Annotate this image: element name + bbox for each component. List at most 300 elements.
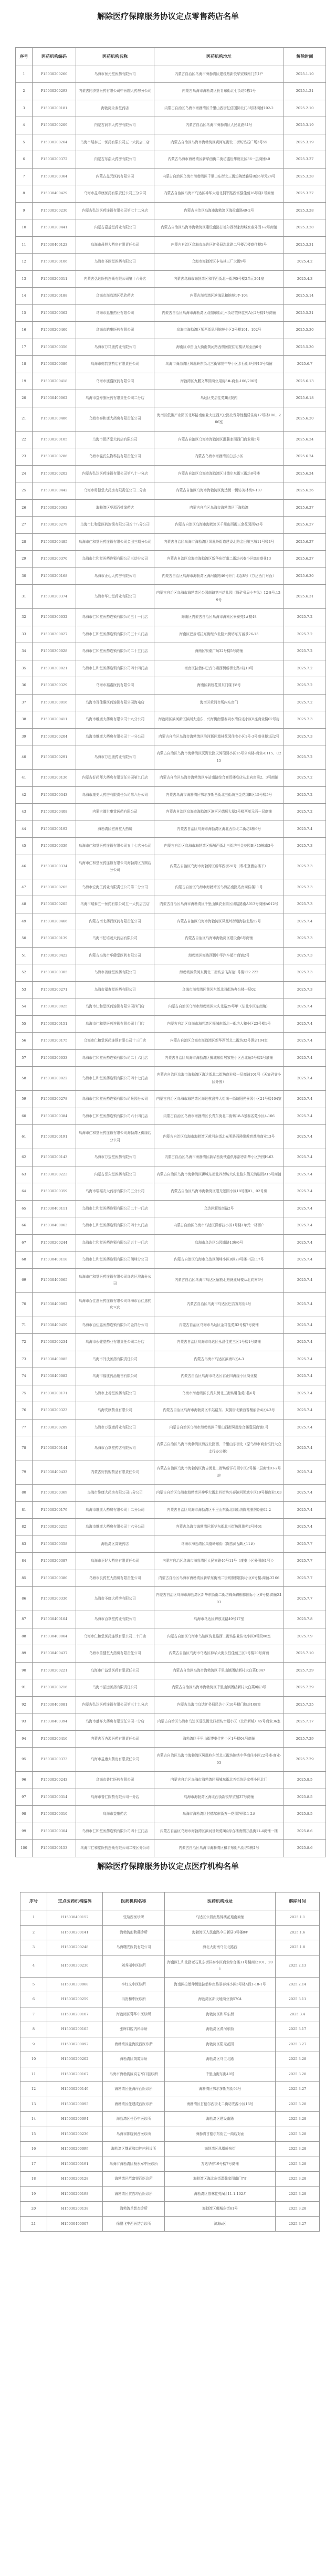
date-cell: 2025.7.4	[284, 1317, 326, 1334]
code-cell: P15030200339	[33, 838, 76, 855]
seq-cell: 73	[16, 1351, 33, 1368]
code-cell: H15030200149	[47, 2082, 103, 2097]
date-cell: 2025.7.29	[284, 1748, 326, 1772]
code-cell: P15030200408	[33, 804, 76, 821]
pharmacy-table	[15, 47, 326, 1857]
code-cell: H15030200191	[47, 2157, 103, 2172]
address-cell: 内蒙古乌海市海勃湾区和平西街北一街坊5号楼2单元201室	[154, 270, 284, 288]
name-cell: 乌海市仁和堂医药连锁有限公司三十八门店	[76, 626, 154, 643]
code-cell: P15030200271	[33, 981, 76, 998]
address-cell: 乌达区解放南路2号	[154, 1200, 284, 1217]
address-cell: 海南区黄河市场内东南门	[154, 694, 284, 711]
date-cell: 2025.7.4	[284, 1268, 326, 1292]
date-cell: 2025.4.2	[284, 254, 326, 271]
name-cell: 内蒙古嘉益堂药业有限公司	[76, 219, 154, 237]
table-row	[16, 431, 326, 448]
date-cell: 2025.3.28	[276, 2142, 320, 2157]
code-cell: P15030200136	[33, 770, 76, 787]
name-cell: 乌海市勇健堂大药房有限责任公司二分店	[76, 482, 154, 500]
table-row	[20, 2097, 320, 2112]
seq-cell: 74	[16, 1368, 33, 1385]
code-cell: P15030200106	[33, 254, 76, 271]
seq-cell: 9	[16, 202, 33, 219]
name-cell: 海勃湾区高媛药店	[76, 1536, 154, 1553]
seq-cell: 2	[16, 83, 33, 100]
table-row	[16, 1292, 326, 1317]
table-row	[16, 1485, 326, 1502]
table-row	[16, 1696, 326, 1713]
seq-cell: 3	[16, 100, 33, 117]
address-cell: 内蒙古自治区乌海市海勃湾区海达棋盘井大街南一街坊阳光景园小区21号楼104室	[154, 1091, 284, 1108]
seq-cell: 80	[16, 1485, 33, 1502]
name-cell: 内蒙古好药师大药店有限责任公司第九门店	[76, 770, 154, 787]
date-cell: 2025.7.7	[284, 1536, 326, 1553]
code-cell: P15030400063	[33, 1217, 76, 1235]
address-cell: 内蒙古乌海市海勃湾区白云小区	[154, 448, 284, 466]
table-row	[20, 1910, 320, 1926]
address-cell: 内蒙古自治区乌海市海勃湾区下海勃湾	[154, 499, 284, 517]
table-row	[16, 1553, 326, 1570]
table-row	[16, 1611, 326, 1628]
code-cell: P15030200151	[33, 1015, 76, 1033]
address-cell: 内蒙古自治区乌海市海勃湾区人民北路81号	[154, 117, 284, 134]
name-cell: 冯贵和中医诊所	[103, 1992, 165, 2007]
seq-cell: 38	[16, 711, 33, 729]
code-cell: P15030400065	[33, 1268, 76, 1292]
address-cell: 内蒙古自治区乌海市海勃湾区公园南路第三幼儿园（原矿务局小车队）12-8号,12-9号	[154, 585, 284, 609]
name-cell: 内蒙古益元医药有限公司	[76, 168, 154, 185]
date-cell: 2025.6.27	[284, 551, 326, 568]
date-cell: 2025.3.28	[276, 2112, 320, 2127]
address-cell: 乌海市乌达区解放北路49号17室	[154, 1611, 284, 1628]
date-cell: 2025.7.4	[284, 1334, 326, 1351]
seq-cell: 59	[16, 1091, 33, 1108]
code-cell: P15030400429	[33, 185, 76, 203]
seq-cell: 47	[16, 879, 33, 896]
name-cell: 海勃湾区贺哲坤西医诊所	[103, 2186, 165, 2202]
name-cell: 乌海市盛祥大药房有限责任公司一分店	[76, 1713, 154, 1731]
code-cell: P15030200374	[33, 585, 76, 609]
name-cell: 乌海市维康大药房有限公司十一分公司	[76, 728, 154, 745]
table-row	[16, 981, 326, 998]
address-cell: 内蒙古自治区乌海市海勃湾区狮城东街北四街坊大庆北路东侧天鸿瑞园A15号商铺	[154, 1166, 284, 1183]
address-cell: 海南区低碳产业园区北环路南创业大道西兴业路北保障性租赁住房17号楼106、206室	[154, 407, 284, 431]
table-row	[16, 66, 326, 83]
seq-cell: 35	[16, 660, 33, 677]
seq-cell: 21	[20, 2216, 47, 2232]
code-cell: H15030400007	[47, 2216, 103, 2232]
name-cell: 乌海市仁和堂医药连锁有限公司五十八分公司	[76, 517, 154, 534]
code-cell: P15030200022	[33, 1067, 76, 1091]
code-cell: H15030200259	[47, 1992, 103, 2007]
table-row	[16, 643, 326, 660]
address-cell: 内蒙古自治区乌海市海勃湾区神华大街北四街坊兴泰滨河领域小区19号楼商业103	[154, 1485, 284, 1502]
date-cell: 2025.7.4	[284, 1460, 326, 1485]
table-row	[16, 1587, 326, 1611]
seq-cell: 34	[16, 643, 33, 660]
date-cell: 2025.7.2	[284, 643, 326, 660]
seq-cell: 83	[16, 1536, 33, 1553]
date-cell: 2025.3.27	[284, 185, 326, 203]
seq-cell: 29	[16, 551, 33, 568]
name-cell: 乌海市百草堂药店有限公司	[76, 1436, 154, 1460]
seq-cell: 22	[16, 431, 33, 448]
date-cell: 2025.7.4	[284, 1385, 326, 1402]
code-cell: P15030200175	[33, 1033, 76, 1050]
code-cell: P15030300329	[33, 677, 76, 695]
name-cell: 乌海市瑞泰五一医药有限公司五一大药店二店	[76, 134, 154, 151]
date-cell: 2025.7.3	[284, 879, 326, 896]
address-cell: 内蒙古自治区乌海市乌达区沟北路西二街坊浩业住宅小区8号段08室	[154, 1628, 284, 1645]
table-row	[16, 1149, 326, 1166]
seq-cell: 45	[16, 838, 33, 855]
table-row	[16, 407, 326, 431]
name-cell: 乌海市瑞福安大药房有限公司三分公司	[76, 1183, 154, 1201]
seq-cell: 6	[16, 151, 33, 169]
name-cell: 乌海市陈晓润西医诊所	[103, 2127, 165, 2142]
date-cell: 2025.7.4	[284, 1217, 326, 1235]
name-cell: 内蒙古东浩大药房有限公司	[76, 151, 154, 169]
seq-cell: 54	[16, 998, 33, 1016]
address-cell: 滨海c区	[165, 2216, 276, 2232]
address-cell: 内蒙古自治区乌海市海勃湾区海北西街北二街坊4栋6号	[154, 821, 284, 838]
date-cell: 2025.7.4	[284, 1351, 326, 1368]
table-row	[16, 339, 326, 356]
address-cell: 海南区卓资山大街南黄河路西侧医院住宅楼从东至西6号	[154, 339, 284, 356]
table-row	[16, 1806, 326, 1823]
seq-cell: 64	[16, 1183, 33, 1201]
name-cell: 乌海市皓康医药有限公司	[76, 322, 154, 339]
column-header-code: 医药机构编码	[33, 48, 76, 66]
code-cell: H15030200092	[47, 2037, 103, 2052]
date-cell: 2025.7.4	[284, 1166, 326, 1183]
code-cell: P15030200466	[33, 913, 76, 930]
name-cell: 乌海市仁和堂医药连锁有限公司四门店	[76, 998, 154, 1016]
name-cell: 乌海市百佳惠医药连锁有限公司乌海市百佳惠药店三店	[76, 1292, 154, 1317]
code-cell: H15030200202	[47, 2052, 103, 2067]
name-cell: 乌海市任培茂大药店有限公司	[76, 930, 154, 948]
seq-cell: 27	[16, 517, 33, 534]
code-cell: P15030200191	[33, 1125, 76, 1149]
address-cell: 内蒙古自治区乌海市海勃湾区凤凰岭街道建设北路金田第三城11号楼4号	[154, 533, 284, 551]
address-cell: 内蒙古自治区乌海市乌达区巴音赛东街4号	[154, 1292, 284, 1317]
code-cell: P15030200223	[33, 1166, 76, 1183]
date-cell: 2025.7.8	[284, 1611, 326, 1628]
seq-cell: 20	[16, 390, 33, 407]
table-row	[16, 567, 326, 585]
name-cell: 乌海市维康大药房有限公司八分公司	[76, 1485, 154, 1502]
name-cell: 海勃湾永泰堂药店	[76, 100, 154, 117]
address-cell: 海勃湾区鄂尔多斯东街94号	[165, 2082, 276, 2097]
seq-cell: 70	[16, 1292, 33, 1317]
address-cell: 内蒙古乌海市海勃湾区长青东街北七街坊6栋1号	[154, 83, 284, 100]
pharmacy-list-title: 解除医疗保障服务协议定点零售药店名单	[97, 12, 239, 21]
date-cell: 2025.3.27	[276, 2082, 320, 2097]
address-cell: 乌海市海勃湾区紫西街恩河锦苑小区2号楼101、102号	[154, 322, 284, 339]
code-cell: P15030400092	[33, 1292, 76, 1317]
table-row	[16, 1385, 326, 1402]
address-cell: 乌海市海勃湾区凤凰岭东街（陶然尚品B区11#）	[154, 1536, 284, 1553]
code-cell: H15030200095	[47, 2097, 103, 2112]
name-cell: 海勃湾区华源百姓缘药店	[76, 499, 154, 517]
table-row	[16, 202, 326, 219]
table-row	[16, 821, 326, 838]
date-cell: 2025.6.24	[284, 465, 326, 482]
table-row	[16, 998, 326, 1016]
date-cell: 2025.7.4	[284, 1519, 326, 1536]
table-row	[16, 711, 326, 729]
address-cell: 海勃湾区九鹏文华园商业用房5#-商业-106/206号	[154, 373, 284, 390]
seq-cell: 94	[16, 1730, 33, 1748]
date-cell: 2025.2.10	[284, 100, 326, 117]
name-cell: 乌海市海勃湾区高志军口腔诊所	[103, 2067, 165, 2082]
code-cell: P15030400062	[33, 390, 76, 407]
address-cell: 内蒙古自治区乌海市乌达区满都拉小区1号楼1单元一楼西户	[154, 1217, 284, 1235]
code-cell: P15030400394	[33, 1713, 76, 1731]
address-cell: 内蒙古自治区乌海市海勃湾区乌海站南路站南商住楼11号	[154, 879, 284, 896]
table-row	[16, 1268, 326, 1292]
table-row	[20, 2216, 320, 2232]
seq-cell: 91	[16, 1679, 33, 1697]
table-row	[16, 1460, 326, 1485]
table-row	[16, 855, 326, 879]
table-row	[16, 913, 326, 930]
address-cell: 内蒙古自治区乌海市乌达区神华大街永昌佳苑三区1号楼20号商铺	[154, 1645, 284, 1663]
name-cell: 乌海市福寿堂医药有限公司	[76, 981, 154, 998]
address-cell: 内蒙古自治区乌海市海勃湾区新华西街北二街坊32号酒店104室	[154, 1033, 284, 1050]
seq-cell: 10	[16, 219, 33, 237]
name-cell: 内蒙古好药购药品有限责任公司	[76, 1460, 154, 1485]
name-cell: 张瑄西医诊所	[103, 1910, 165, 1926]
code-cell: P15030200442	[33, 482, 76, 500]
code-cell: P15030400118	[33, 1252, 76, 1269]
code-cell: P15030400082	[33, 1368, 76, 1385]
date-cell: 2025.7.3	[284, 947, 326, 964]
code-cell: P15030200485	[33, 533, 76, 551]
address-cell: 内蒙古自治区乌海市海勃湾区海达街一街坊美林湾9-107	[154, 482, 284, 500]
date-cell: 2025.1.10	[284, 66, 326, 83]
address-cell: 内蒙古自治区乌海市海勃湾区建设南路甘德尔西街家海城家泰外围1-2号商铺	[154, 219, 284, 237]
name-cell: 乌海市万祥康药业有限公司	[76, 339, 154, 356]
name-cell: 乌海市维康大药房有限公司十二分公司	[76, 1501, 154, 1519]
code-cell: P15030200025	[33, 998, 76, 1016]
code-cell: P15030300021	[33, 660, 76, 677]
address-cell: 内蒙古自治区乌海市海勃湾区沃野北路天鸿瑞园小区15号公寓楼-商业-C115、C215	[154, 745, 284, 770]
seq-cell: 26	[16, 499, 33, 517]
table-row	[16, 219, 326, 237]
code-cell: P15030200460	[33, 322, 76, 339]
name-cell: 乌海曙光医院有限公司	[103, 1940, 165, 1955]
address-cell: 海南区仁和北路老石旦东街祥泰小区商业综合楼31号楼商业101、201	[165, 1955, 276, 1977]
name-cell: 乌海市福鑫医药有限公司	[76, 677, 154, 695]
name-cell: 乌海市惠康药业有限公司	[76, 304, 154, 322]
seq-cell: 53	[16, 981, 33, 998]
name-cell: 乌海市仁和堂医药连锁有限公司五十七店分公司	[76, 838, 154, 855]
seq-cell: 9	[20, 2037, 47, 2052]
code-cell: P15030200311	[33, 270, 76, 288]
code-cell: H15030200105	[47, 2022, 103, 2037]
seq-cell: 49	[16, 913, 33, 930]
code-cell: P15030200234	[33, 1334, 76, 1351]
date-cell: 2025.3.28	[276, 2127, 320, 2142]
code-cell: P15030200244	[33, 1234, 76, 1252]
table-row	[16, 482, 326, 500]
address-cell: 内蒙古自治区乌海市海勃湾区海吉街北二街坊新洋花园小区2号楼一层商铺01-2号房	[154, 1460, 284, 1485]
seq-cell: 99	[16, 1823, 33, 1840]
table-row	[16, 1748, 326, 1772]
table-row	[16, 745, 326, 770]
address-cell: 内蒙古自治区乌海市海勃湾区新华西街铁路俱乐部旁新华小区外围H-63	[154, 1149, 284, 1166]
seq-cell: 77	[16, 1419, 33, 1436]
date-cell: 2025.1.8	[276, 1940, 320, 1955]
table-row	[16, 304, 326, 322]
date-cell: 2025.3.28	[276, 2202, 320, 2217]
column-header-address: 医药机构地址	[165, 1892, 276, 1910]
name-cell: 乌海市圣医堂医药有限公司	[76, 254, 154, 271]
date-cell: 2025.6.30	[284, 567, 326, 585]
name-cell: 乌海市仁和堂医药连锁有限公司六十四门店	[76, 1108, 154, 1125]
date-cell: 2025.7.4	[284, 1049, 326, 1067]
date-cell: 2025.7.10	[284, 1645, 326, 1663]
table-row	[16, 1536, 326, 1553]
address-cell: 乌海市海勃湾区黄河东街北四街坊办公楼一层02	[154, 981, 284, 998]
code-cell: H15030200128	[47, 2172, 103, 2187]
name-cell: 乌海市海勃湾区杨永军中医诊所	[103, 2157, 165, 2172]
name-cell: 乌海市益寿康医药有限责任公司三分公司	[76, 185, 154, 203]
address-cell: 内蒙古自治区乌海市海勃湾区千里山西街三金花园西A3号	[154, 517, 284, 534]
table-row	[20, 2007, 320, 2022]
code-cell: P15030200205	[33, 896, 76, 913]
table-row	[16, 236, 326, 254]
seq-cell: 75	[16, 1385, 33, 1402]
table-header-row	[16, 48, 326, 66]
name-cell: 乌海市仁和堂医药连锁有限公司十三门店	[76, 1033, 154, 1050]
table-row	[20, 1977, 320, 1992]
date-cell: 2025.6.27	[284, 533, 326, 551]
address-cell: 内蒙古自治区乌海市乌达区矿务局沟北路二号楼乙楼商住楼5号	[154, 236, 284, 254]
date-cell: 2025.7.3	[284, 930, 326, 948]
code-cell: P15030200144	[33, 1436, 76, 1460]
table-row	[20, 2022, 320, 2037]
name-cell: 内蒙古弘达医药连锁有限公司第七十二分店	[76, 202, 154, 219]
seq-cell: 42	[16, 786, 33, 804]
date-cell: 2025.7.4	[284, 1234, 326, 1252]
date-cell: 2025.3.28	[284, 168, 326, 185]
code-cell: P15030200416	[33, 1730, 76, 1748]
column-header-date: 解除时间	[276, 1892, 320, 1910]
name-cell: 乌海市仁和堂医药连锁有限公司四十九门店	[76, 1217, 154, 1235]
address-cell: 乌海市海勃湾区海北西街新锐华贸城37号商铺	[154, 1789, 284, 1806]
column-header-seq: 序号	[20, 1892, 47, 1910]
table-row	[16, 896, 326, 913]
table-row	[16, 585, 326, 609]
code-cell: P15030200362	[33, 304, 76, 322]
seq-cell: 92	[16, 1696, 33, 1713]
date-cell: 2025.7.29	[284, 1662, 326, 1679]
name-cell: 乌海市保济堂大药店有限公司	[76, 431, 154, 448]
date-cell: 2025.7.2	[284, 694, 326, 711]
address-cell: 内蒙古乌海市海勃湾区新华东街北三街坊凯豫苑2号楼01	[154, 1519, 284, 1536]
code-cell: P15030200260	[33, 66, 76, 83]
address-cell: 内蒙古自治区乌海市乌达区永昌佳苑三区1号楼1号商铺	[154, 1334, 284, 1351]
date-cell: 2025.7.7	[284, 1553, 326, 1570]
table-row	[20, 2067, 320, 2082]
date-cell: 2025.6.20	[284, 407, 326, 431]
date-cell: 2025.2.13	[276, 1955, 320, 1977]
table-row	[16, 134, 326, 151]
date-cell: 2025.7.4	[284, 1033, 326, 1050]
date-cell: 2025.7.2	[284, 745, 326, 770]
name-cell: 刘秀丽中医诊所	[103, 1955, 165, 1977]
address-cell: 内蒙古乌海市乌达矿务局民达小区10号楼门脸房108室	[154, 1696, 284, 1713]
address-cell: 内蒙古自治区乌海市海勃湾区狮城东街北一街坊人和小区23号楼1号	[154, 1015, 284, 1033]
address-cell: 内蒙古自治区乌海市海勃湾区黄河东街北二街坊钻石广场3号55	[154, 134, 284, 151]
seq-cell: 20	[20, 2202, 47, 2217]
table-row	[16, 838, 326, 855]
code-cell: P15030200310	[33, 1806, 76, 1823]
code-cell: P15030200304	[33, 1823, 76, 1840]
table-row	[16, 1217, 326, 1235]
name-cell: 海勃湾区孟海波西医诊所	[103, 2037, 165, 2052]
table-row	[16, 83, 326, 100]
address-cell: 海勃湾区甘德尔西街北二街坊光源小区15号	[165, 2097, 276, 2112]
date-cell: 2025.7.2	[284, 786, 326, 804]
address-cell: 内蒙古自治区乌海市海勃湾区千里山东街北三街坊陶然雅居B座6单元24号	[154, 168, 284, 185]
name-cell: 乌海市百佳惠医药连锁有限公司海屯店	[76, 694, 154, 711]
name-cell: 海勃湾区宏善堂大药房	[76, 821, 154, 838]
seq-cell: 63	[16, 1166, 33, 1183]
name-cell: 乌海市仁和堂医药连锁有限公司海勃湾区方圆店分公司	[76, 855, 154, 879]
address-cell: 内蒙古海勃湾区滨海恩和锦苑1#-104	[154, 288, 284, 305]
seq-cell: 8	[16, 185, 33, 203]
table-row	[20, 1955, 320, 1977]
table-row	[20, 2186, 320, 2202]
code-cell: H15030200141	[47, 1925, 103, 1940]
date-cell: 2025.7.7	[284, 1570, 326, 1587]
code-cell: P15030200370	[33, 551, 76, 568]
address-cell: 海南区拉僧仲巴音乌素西街新桥北路1栋10号	[154, 660, 284, 677]
code-cell: P15030200389	[33, 356, 76, 373]
name-cell: 乌海市仁和堂医药连锁有限公司景园分公司	[76, 1091, 154, 1108]
code-cell: P15030200384	[33, 1108, 76, 1125]
table-row	[16, 786, 326, 804]
date-cell: 2025.3.11	[276, 1992, 320, 2007]
address-cell: 内蒙古自治区乌海市海勃湾区人民南路46号11号（康泰小区外围南1号））	[154, 1553, 284, 1570]
date-cell: 2025.6.24	[284, 448, 326, 466]
seq-cell: 68	[16, 1252, 33, 1269]
name-cell: 乌海市良药堂大药房有限责任公司	[76, 1570, 154, 1587]
date-cell: 2025.7.4	[284, 1108, 326, 1125]
date-cell: 2025.7.4	[284, 1436, 326, 1460]
address-cell: 乌海市海渤湾区凤凰岭东街北三街锦绣中华小区步行街8号楼13号商铺	[154, 356, 284, 373]
address-cell: 内蒙古自治区乌海市海勃湾区千里山镇农业园区团结路南A013号商铺A012号	[154, 896, 284, 913]
address-cell: 海勃湾区建设南路	[165, 2112, 276, 2127]
code-cell: H15030200107	[47, 2007, 103, 2022]
address-cell: 内蒙古自治区乌海市海勃湾区狮城西街北三街坊三金花园B区15栋南3号	[154, 838, 284, 855]
address-cell: 内蒙古自治区乌海市乌达区解放北路就业局楼从北向南3号	[154, 1268, 284, 1292]
institution-list-title: 解除医疗保障服务协议定点医疗机构名单	[97, 1861, 239, 1871]
table-row	[20, 1992, 320, 2007]
table-row	[16, 1419, 326, 1436]
name-cell: 乌海市仁和堂医药连锁有限公司乌达区滨海分公司	[76, 1268, 154, 1292]
seq-cell: 32	[16, 609, 33, 626]
code-cell: P15030200181	[33, 100, 76, 117]
table-row	[16, 1351, 326, 1368]
name-cell: 李红文中医诊所	[103, 1977, 165, 1992]
seq-cell: 18	[20, 2172, 47, 2187]
address-cell: 海南区拉僧仲街道拉僧仲南路景泰苑小区3号楼A段1-18-1号	[165, 1977, 276, 1992]
code-cell: P15030400433	[33, 1460, 76, 1485]
